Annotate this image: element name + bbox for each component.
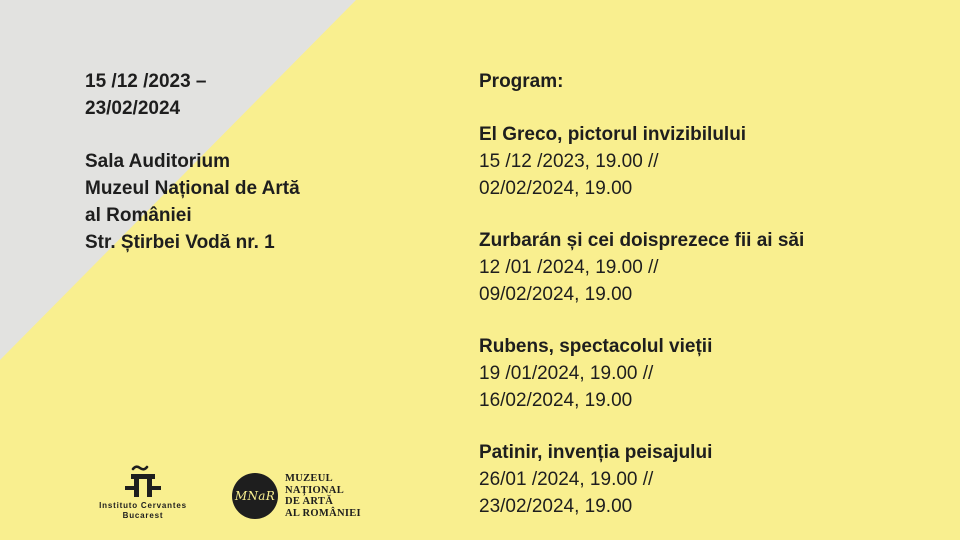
instituto-cervantes-logo-icon — [121, 464, 165, 498]
mnar-line-2: NAȚIONAL — [285, 484, 344, 496]
venue-museum: Muzeul Național de Artă — [85, 178, 300, 199]
program-section — [479, 68, 949, 540]
mnar-line-4: AL ROMÂNIEI — [285, 507, 361, 519]
date-range — [85, 68, 405, 122]
mnar-logo — [232, 473, 392, 523]
program-item-title: Rubens, spectacolul vieții — [479, 336, 713, 357]
venue-address — [85, 148, 405, 256]
program-item-date-2: 02/02/2024, 19.00 — [479, 178, 633, 199]
cervantes-city: Bucarest — [122, 511, 164, 520]
program-item-date-2: 16/02/2024, 19.00 — [479, 390, 633, 411]
program-item-title: Zurbarán și cei doisprezece fii ai săi — [479, 230, 805, 251]
program-item-title: El Greco, pictorul invizibilului — [479, 124, 747, 145]
date-range-start: 15 /12 /2023 – — [85, 71, 207, 92]
mnar-logo-icon: MNaR — [232, 473, 278, 519]
date-range-end: 23/02/2024 — [85, 98, 181, 119]
venue-museum-cont: al României — [85, 205, 192, 226]
program-item-rubens — [479, 333, 949, 414]
instituto-cervantes-logo — [84, 464, 202, 521]
cervantes-name: Instituto Cervantes — [99, 501, 187, 510]
event-info — [85, 68, 405, 256]
mnar-line-3: DE ARTĂ — [285, 496, 334, 507]
program-item-date-1: 15 /12 /2023, 19.00 // — [479, 151, 659, 172]
program-item-date-1: 12 /01 /2024, 19.00 // — [479, 257, 659, 278]
program-item-title: Patinir, invenția peisajului — [479, 442, 713, 463]
program-list — [479, 121, 949, 520]
program-item-date-2: 09/02/2024, 19.00 — [479, 284, 633, 305]
program-item-date-1: 19 /01/2024, 19.00 // — [479, 363, 654, 384]
program-item-el-greco — [479, 121, 949, 202]
program-item-date-1: 26/01 /2024, 19.00 // — [479, 469, 654, 490]
venue-hall: Sala Auditorium — [85, 151, 230, 172]
mnar-logo-text — [285, 473, 361, 519]
program-item-patinir — [479, 439, 949, 520]
program-item-date-2: 23/02/2024, 19.00 — [479, 496, 633, 517]
program-item-zurbaran — [479, 227, 949, 308]
venue-street: Str. Știrbei Vodă nr. 1 — [85, 232, 275, 253]
program-title: Program: — [479, 71, 564, 92]
mnar-line-1: MUZEUL — [285, 473, 333, 484]
